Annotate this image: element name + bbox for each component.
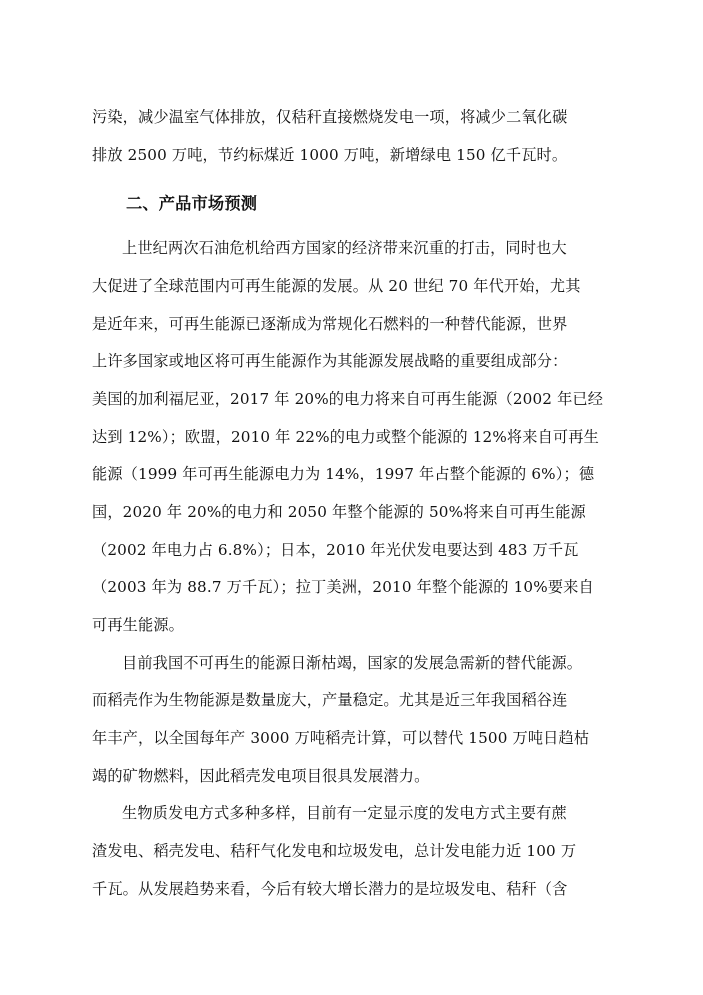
text-line: 污染，减少温室气体排放，仅秸秆直接燃烧发电一项，将减少二氧化碳 <box>92 108 568 126</box>
text-line: 上许多国家或地区将可再生能源作为其能源发展战略的重要组成部分： <box>92 352 568 370</box>
text-line: 年丰产，以全国每年产 3000 万吨稻壳计算，可以替代 1500 万吨日趋枯 <box>92 729 590 747</box>
text-line: 生物质发电方式多种多样，目前有一定显示度的发电方式主要有蔗 <box>122 804 567 822</box>
text-line: 大促进了全球范围内可再生能源的发展。从 20 世纪 70 年代开始，尤其 <box>92 277 581 295</box>
text-line: 达到 12%）；欧盟，2010 年 22%的电力或整个能源的 12%将来自可再生 <box>92 428 599 446</box>
text-line: 能源（1999 年可再生能源电力为 14%，1997 年占整个能源的 6%）；德 <box>92 465 595 483</box>
section-heading: 二、产品市场预测 <box>126 194 258 213</box>
text-line: 竭的矿物燃料，因此稻壳发电项目很具发展潜力。 <box>92 767 430 785</box>
text-line: 而稻壳作为生物能源是数量庞大，产量稳定。尤其是近三年我国稻谷连 <box>92 691 568 709</box>
text-line: 美国的加利福尼亚，2017 年 20%的电力将来自可再生能源（2002 年已经 <box>92 390 604 408</box>
text-line: 千瓦。从发展趋势来看，今后有较大增长潜力的是垃圾发电、秸秆（含 <box>92 880 568 898</box>
text-line: 上世纪两次石油危机给西方国家的经济带来沉重的打击，同时也大 <box>122 239 567 257</box>
text-line: 排放 2500 万吨，节约标煤近 1000 万吨，新增绿电 150 亿千瓦时。 <box>92 146 568 164</box>
text-line: 国，2020 年 20%的电力和 2050 年整个能源的 50%将来自可再生能源 <box>92 503 586 521</box>
text-line: （2002 年电力占 6.8%）；日本，2010 年光伏发电要达到 483 万千瓦 <box>92 541 579 559</box>
text-line: （2003 年为 88.7 万千瓦）；拉丁美洲，2010 年整个能源的 10%要来自 <box>92 578 594 596</box>
text-line: 渣发电、稻壳发电、秸秆气化发电和垃圾发电，总计发电能力近 100 万 <box>92 842 577 860</box>
text-line: 目前我国不可再生的能源日渐枯竭，国家的发展急需新的替代能源。 <box>122 654 583 672</box>
text-line: 是近年来，可再生能源已逐渐成为常规化石燃料的一种替代能源，世界 <box>92 315 568 333</box>
text-line: 可再生能源。 <box>92 616 185 634</box>
